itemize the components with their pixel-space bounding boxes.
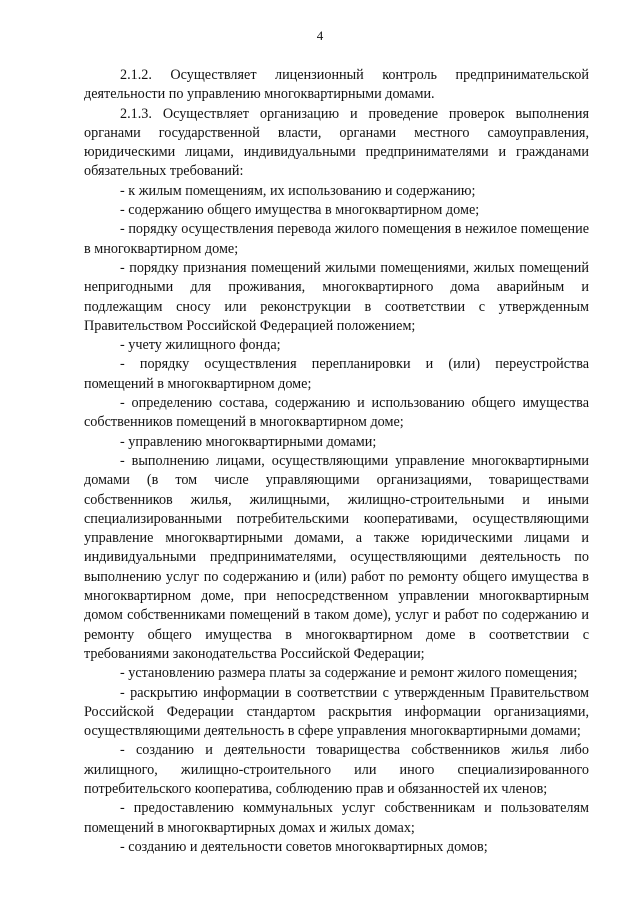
list-item: - выполнению лицами, осуществляющими управление многоквартирными домами (в том числе управляющими организациями, товариществами собственников жилья, жилищными, жилищно-строительными и иными специализированными потребительскими кооперативами, осуществляющими управление многоквартирными домами, а также юридическими лицами и индивидуальными предпринимателями, осуществляющими деятельность по выполнению услуг по содержанию и (или) работ по ремонту общего имущества в многоквартирном доме, при непосредственном управлении многоквартирным домом собственниками помещений в таком доме), услуг и работ по содержанию и ремонту общего имущества в многоквартирном доме в соответствии с требованиями законодательства Российской Федерации; [84,452,589,662]
list-item: - созданию и деятельности советов многоквартирных домов; [120,838,488,855]
paragraph-2-1-2: 2.1.2. Осуществляет лицензионный контроль предпринимательской деятельности по управлению многоквартирными домами. [84,67,589,103]
list-item: - порядку осуществления перепланировки и (или) переустройства помещений в многоквартирном доме; [84,356,589,392]
list-item: - порядку осуществления перевода жилого помещения в нежилое помещение в многоквартирном доме; [84,221,589,257]
list-item: - управлению многоквартирными домами; [120,433,377,450]
list-item: - определению состава, содержанию и использованию общего имущества собственников помещений в многоквартирном доме; [84,395,589,431]
list-item: - созданию и деятельности товарищества собственников жилья либо жилищного, жилищно-строительного или иного специализированного потребительского кооператива, соблюдению прав и обязанностей их членов; [84,742,589,797]
list-item: - установлению размера платы за содержание и ремонт жилого помещения; [120,665,578,682]
list-item: - порядку признания помещений жилыми помещениями, жилых помещений непригодными для проживания, многоквартирного дома аварийным и подлежащим сносу или реконструкции в соответствии с утвержденным Правительством Российской Федерацией положением; [84,259,589,334]
page-number: 4 [316,28,324,43]
list-item: - учету жилищного фонда; [120,337,281,354]
document-body [84,66,589,857]
list-item: - содержанию общего имущества в многоквартирном доме; [120,202,480,219]
list-item: - раскрытию информации в соответствии с утвержденным Правительством Российской Федерации стандартом раскрытия информации организациями, осуществляющими деятельность в сфере управления многоквартирными домами; [84,684,589,740]
paragraph-2-1-3: 2.1.3. Осуществляет организацию и проведение проверок выполнения органами государственной власти, органами местного самоуправления, юридическими лицами, индивидуальными предпринимателями и гражданами обязательных требований: [84,105,589,180]
list-item: - предоставлению коммунальных услуг собственникам и пользователям помещений в многоквартирных домах и жилых домах; [84,800,589,836]
list-item: - к жилым помещениям, их использованию и содержанию; [120,182,476,199]
